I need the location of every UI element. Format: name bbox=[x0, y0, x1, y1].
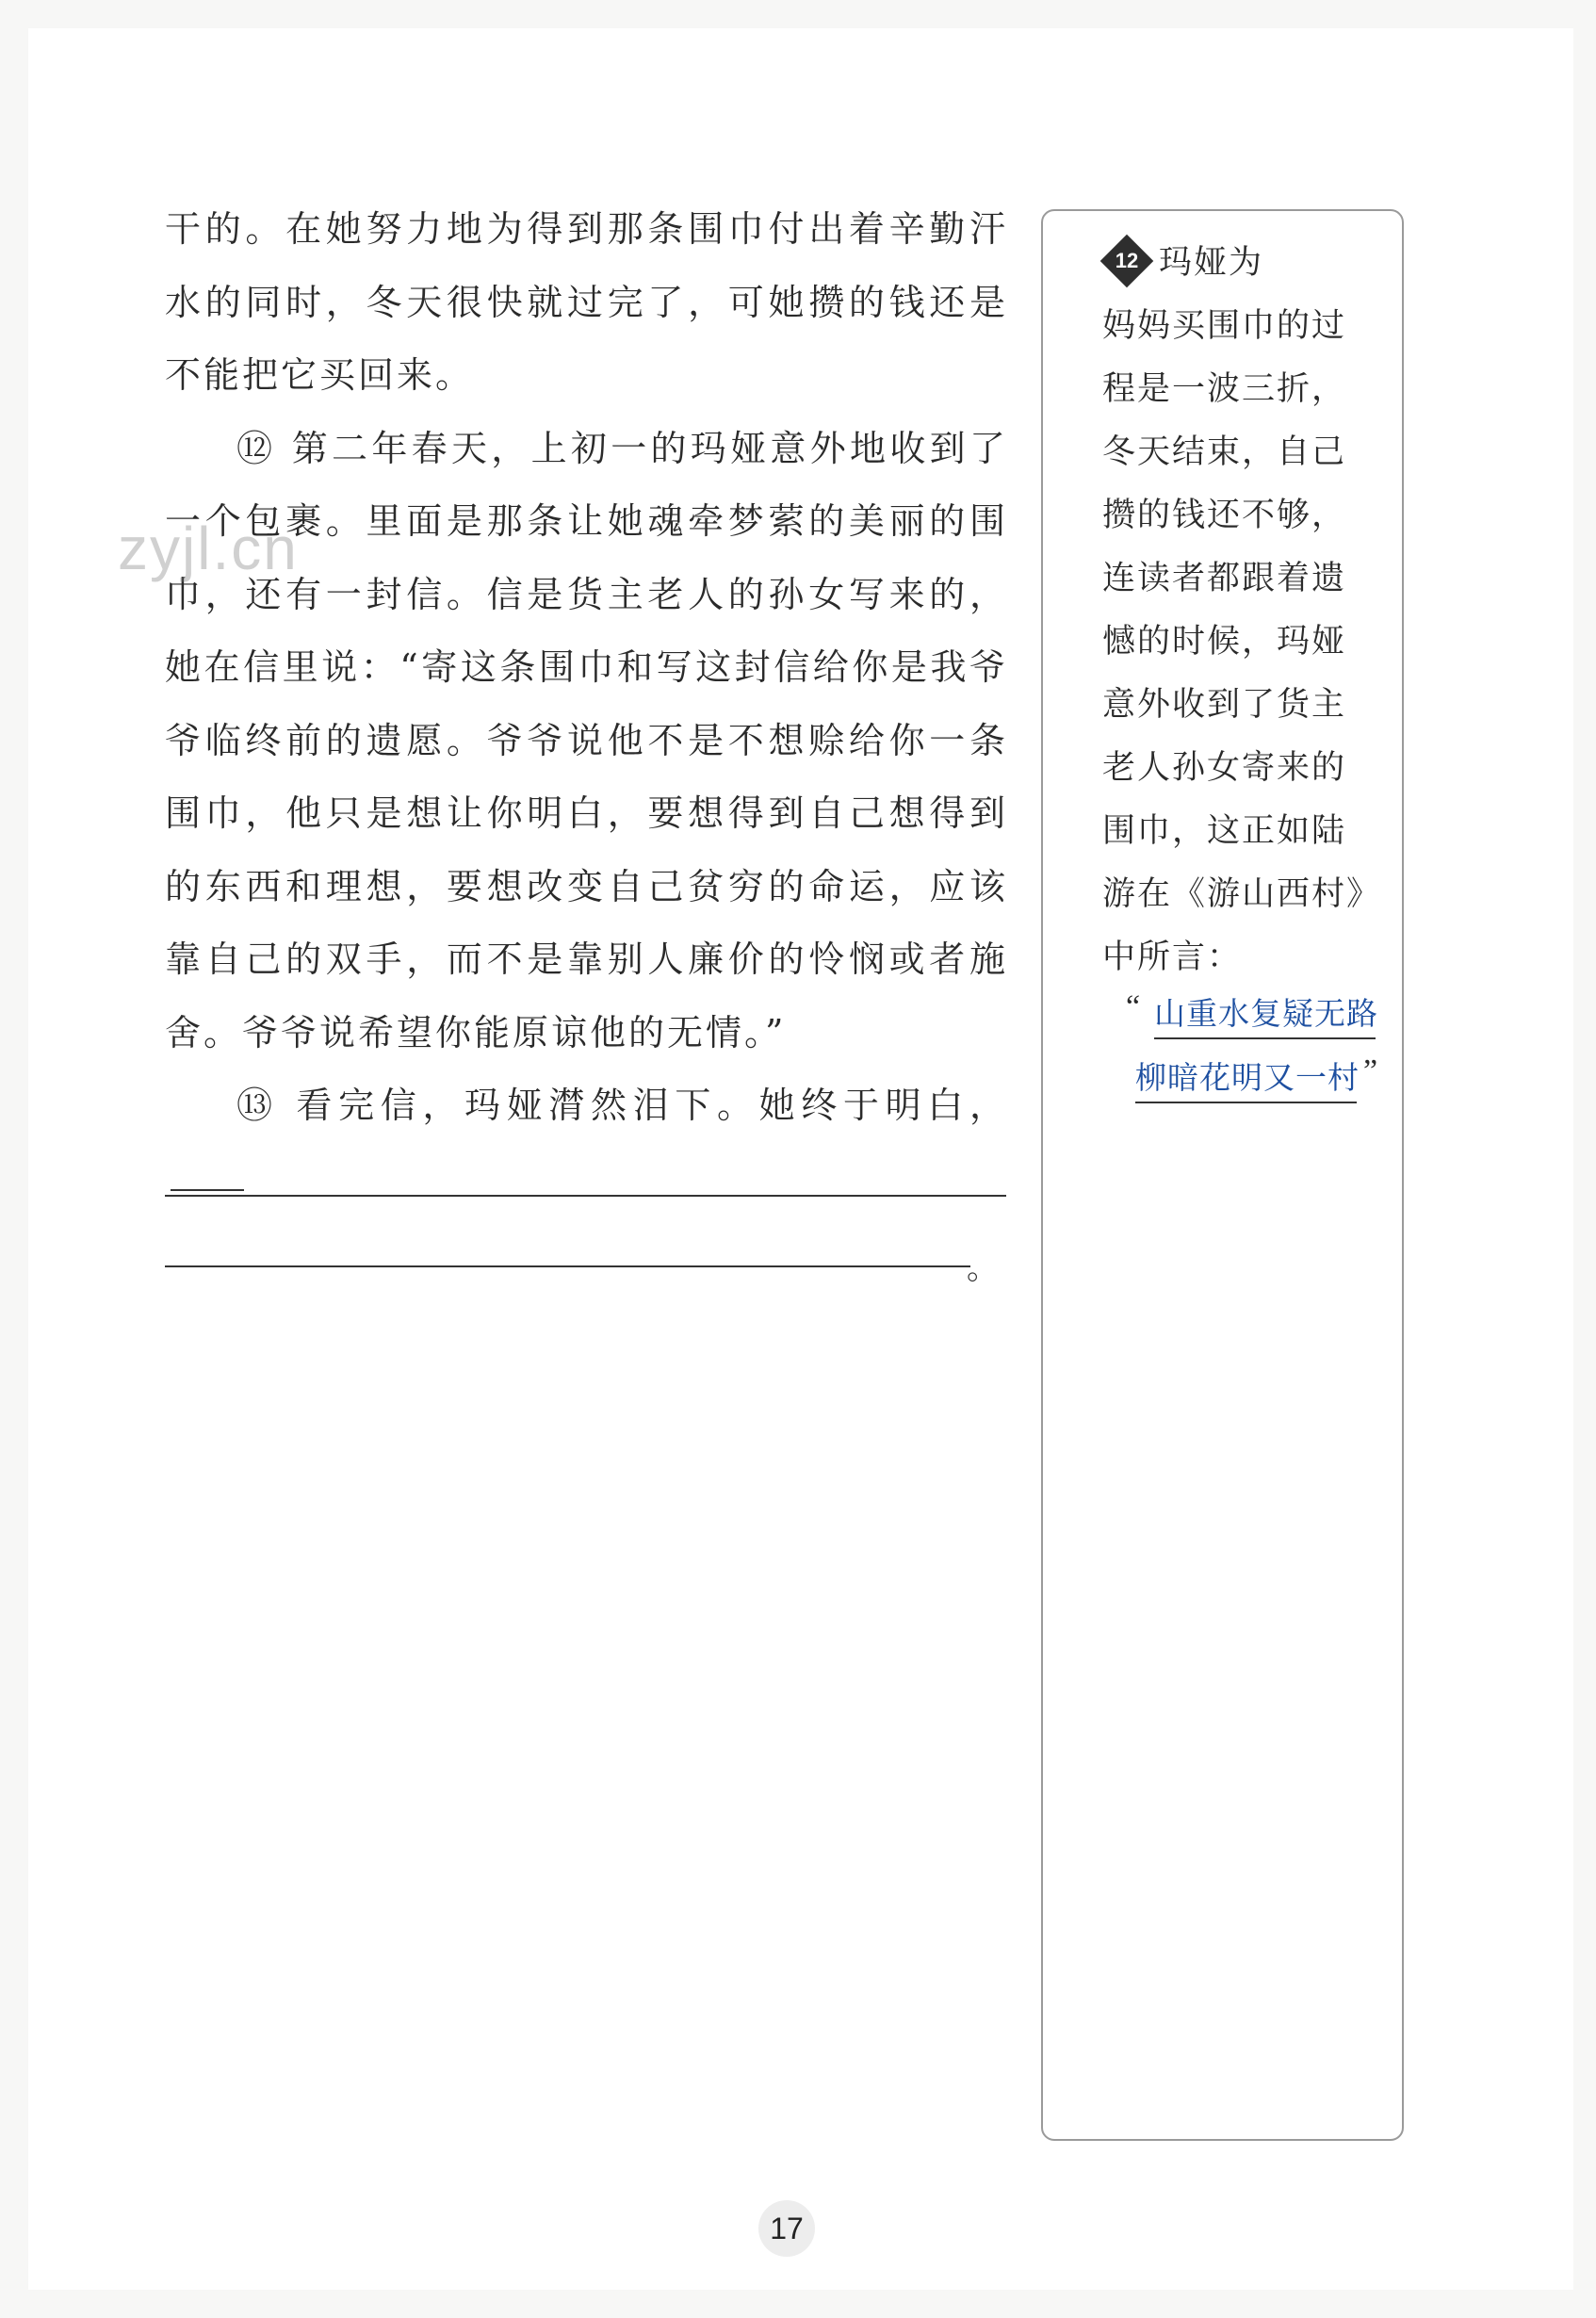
annotation-line-4: 攒的钱还不够， bbox=[1102, 497, 1347, 533]
poem-answer bbox=[1126, 989, 1399, 1118]
annotation-line-6: 憾的时候，玛娅 bbox=[1102, 623, 1347, 660]
annotation-line-11: 中所言： bbox=[1102, 939, 1243, 975]
paragraph-intro: 干的。在她努力地为得到那条围巾付出着辛勤汗水的同时，冬天很快就过完了，可她攒的钱还是不能把它买回来。 bbox=[165, 208, 1008, 396]
page-number: 17 bbox=[758, 2200, 815, 2257]
question-number-badge bbox=[1100, 235, 1154, 288]
close-quote-mark: ” bbox=[1363, 1053, 1378, 1088]
answer-blank-inline[interactable] bbox=[171, 1161, 244, 1191]
annotation-line-8: 老人孙女寄来的 bbox=[1102, 749, 1347, 786]
answer-filled-line-1[interactable]: 山重水复疑无路 bbox=[1154, 989, 1376, 1039]
annotation-line-5: 连读者都跟着遗 bbox=[1102, 560, 1347, 596]
site-watermark: zyjl.cn bbox=[118, 514, 299, 582]
paragraph-12: ⑫ 第二年春天，上初一的玛娅意外地收到了一个包裹。里面是那条让她魂牵梦萦的美丽的围巾，还有一封信。信是货主老人的孙女写来的，她在信里说：“寄这条围巾和写这封信给你是我爷爷临终前的遗愿。爷爷说他不是不想赊给你一条围巾，他只是想让你明白，要想得到自己想得到的东西和理想，要想改变自己贫穷的命运，应该靠自己的双手，而不是靠别人廉价的怜悯或者施舍。爷爷说希望你能原谅他的无情。” bbox=[165, 427, 1008, 1053]
poem-answer-row-1 bbox=[1126, 989, 1399, 1053]
annotation-line-2: 程是一波三折， bbox=[1102, 370, 1347, 407]
annotation-line-9: 围巾，这正如陆 bbox=[1102, 812, 1347, 849]
poem-answer-row-2 bbox=[1126, 1053, 1399, 1118]
annotation-line-0 bbox=[1102, 231, 1371, 294]
paragraph-13-text: ⑬ 看完信，玛娅潸然泪下。她终于明白， bbox=[236, 1085, 1008, 1126]
annotation-line-7: 意外收到了货主 bbox=[1102, 686, 1347, 723]
open-quote-mark: “ bbox=[1126, 989, 1141, 1024]
answer-filled-line-2[interactable]: 柳暗花明又一村 bbox=[1135, 1053, 1357, 1103]
question-number: 12 bbox=[1115, 248, 1139, 272]
answer-end-mark: 。 bbox=[967, 1249, 999, 1287]
paragraph-13 bbox=[165, 1069, 1008, 1216]
annotation-line-0-text: 玛娅为 bbox=[1159, 244, 1264, 281]
annotation-line-10: 游在《游山西村》 bbox=[1102, 875, 1382, 912]
annotation-line-3: 冬天结束，自己 bbox=[1102, 433, 1347, 470]
annotation-line-1: 妈妈买围巾的过 bbox=[1102, 307, 1347, 344]
reading-passage bbox=[165, 193, 1008, 1216]
answer-blank-line-1[interactable] bbox=[165, 1195, 1006, 1197]
annotation-text bbox=[1102, 231, 1382, 988]
answer-blank-line-2[interactable] bbox=[165, 1265, 970, 1267]
